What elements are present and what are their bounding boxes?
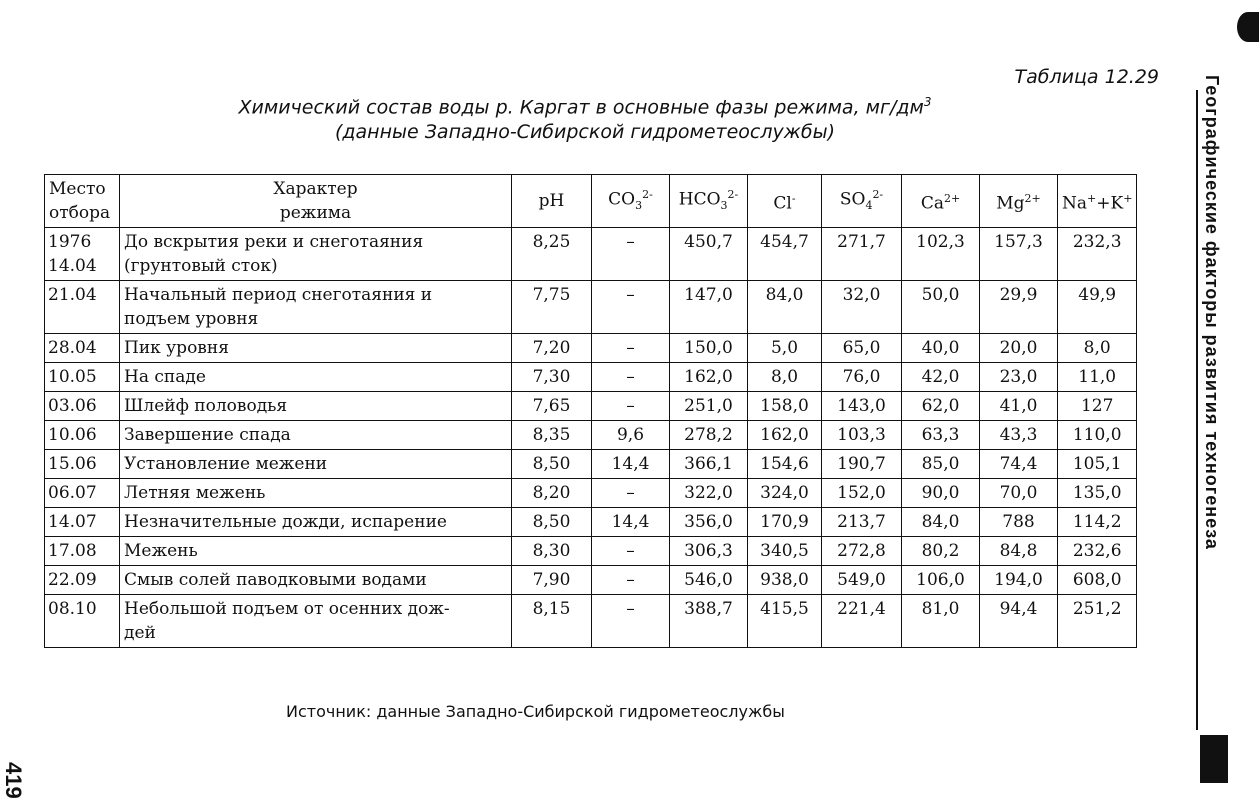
running-header: Географические факторы развития техногенеза (1202, 75, 1222, 550)
cell-nak: 8,0 (1058, 334, 1137, 363)
cell-ca: 42,0 (902, 363, 980, 392)
cell-ph: 7,65 (512, 392, 592, 421)
header-ca: $Ca^{2+}$ (902, 175, 980, 228)
cell-place: 17.08 (45, 537, 120, 566)
table-row (45, 363, 1137, 392)
chemical-composition-table (44, 174, 1137, 648)
table-row (45, 595, 1137, 648)
cell-hco3: 546,0 (670, 566, 748, 595)
cell-ca: 50,0 (902, 281, 980, 334)
cell-ph: 8,20 (512, 479, 592, 508)
header-place: Место отбора (45, 175, 120, 228)
cell-so4: 65,0 (822, 334, 902, 363)
cell-ph: 7,75 (512, 281, 592, 334)
cell-cl: 170,9 (748, 508, 822, 537)
cell-phase: Межень (120, 537, 512, 566)
cell-phase: До вскрытия реки и снеготаяния (грунтовый сток) (120, 228, 512, 281)
cell-co3: – (592, 281, 670, 334)
cell-co3: – (592, 392, 670, 421)
cell-place: 03.06 (45, 392, 120, 421)
header-mg: $Mg^{2+}$ (980, 175, 1058, 228)
title-superscript: 3 (923, 95, 932, 109)
cell-place: 08.10 (45, 595, 120, 648)
cell-cl: 8,0 (748, 363, 822, 392)
cell-cl: 5,0 (748, 334, 822, 363)
cell-place: 1976 14.04 (45, 228, 120, 281)
cell-phase: Смыв солей паводковыми водами (120, 566, 512, 595)
header-row (45, 175, 1137, 228)
page-number: 419 (1, 762, 26, 799)
cell-cl: 340,5 (748, 537, 822, 566)
table-caption: Таблица 12.29 (1014, 66, 1159, 88)
cell-ca: 85,0 (902, 450, 980, 479)
cell-nak: 135,0 (1058, 479, 1137, 508)
cell-ph: 8,25 (512, 228, 592, 281)
cell-mg: 157,3 (980, 228, 1058, 281)
cell-ca: 80,2 (902, 537, 980, 566)
cell-cl: 415,5 (748, 595, 822, 648)
cell-hco3: 366,1 (670, 450, 748, 479)
cell-ph: 8,15 (512, 595, 592, 648)
cell-hco3: 306,3 (670, 537, 748, 566)
cell-co3: – (592, 537, 670, 566)
cell-mg: 74,4 (980, 450, 1058, 479)
cell-nak: 232,6 (1058, 537, 1137, 566)
table-title (180, 90, 990, 145)
cell-phase: Установление межени (120, 450, 512, 479)
cell-nak: 49,9 (1058, 281, 1137, 334)
table-row (45, 228, 1137, 281)
cell-hco3: 356,0 (670, 508, 748, 537)
cell-nak: 608,0 (1058, 566, 1137, 595)
cell-ca: 102,3 (902, 228, 980, 281)
table-row (45, 508, 1137, 537)
cell-ph: 7,20 (512, 334, 592, 363)
table-row (45, 479, 1137, 508)
cell-ph: 8,35 (512, 421, 592, 450)
cell-hco3: 278,2 (670, 421, 748, 450)
cell-co3: – (592, 595, 670, 648)
table-row (45, 281, 1137, 334)
cell-mg: 194,0 (980, 566, 1058, 595)
cell-hco3: 251,0 (670, 392, 748, 421)
cell-phase: Летняя межень (120, 479, 512, 508)
corner-mark (1237, 12, 1259, 42)
cell-cl: 454,7 (748, 228, 822, 281)
cell-co3: – (592, 479, 670, 508)
cell-mg: 23,0 (980, 363, 1058, 392)
cell-mg: 94,4 (980, 595, 1058, 648)
cell-cl: 938,0 (748, 566, 822, 595)
side-tab-block (1200, 735, 1228, 783)
cell-phase: Шлейф половодья (120, 392, 512, 421)
header-so4: $SO_4^{2-}$ (822, 175, 902, 228)
cell-nak: 251,2 (1058, 595, 1137, 648)
header-phase: Характер режима (120, 175, 512, 228)
cell-phase: Начальный период снеготаяния и подъем уровня (120, 281, 512, 334)
cell-so4: 32,0 (822, 281, 902, 334)
cell-so4: 143,0 (822, 392, 902, 421)
cell-hco3: 150,0 (670, 334, 748, 363)
header-hco3: $HCO_3^{2-}$ (670, 175, 748, 228)
cell-mg: 43,3 (980, 421, 1058, 450)
cell-ca: 40,0 (902, 334, 980, 363)
table-row (45, 421, 1137, 450)
cell-mg: 29,9 (980, 281, 1058, 334)
cell-phase: Небольшой подъем от осенних дож- дей (120, 595, 512, 648)
cell-cl: 162,0 (748, 421, 822, 450)
cell-ca: 106,0 (902, 566, 980, 595)
cell-phase: Незначительные дожди, испарение (120, 508, 512, 537)
cell-hco3: 322,0 (670, 479, 748, 508)
cell-co3: 14,4 (592, 508, 670, 537)
cell-ph: 7,30 (512, 363, 592, 392)
cell-ph: 8,50 (512, 450, 592, 479)
header-na-k: Na++K+ (1058, 175, 1137, 228)
cell-co3: – (592, 334, 670, 363)
cell-ph: 7,90 (512, 566, 592, 595)
cell-co3: – (592, 566, 670, 595)
table-row (45, 537, 1137, 566)
cell-ca: 90,0 (902, 479, 980, 508)
cell-ph: 8,30 (512, 537, 592, 566)
cell-so4: 152,0 (822, 479, 902, 508)
cell-mg: 20,0 (980, 334, 1058, 363)
cell-so4: 271,7 (822, 228, 902, 281)
cell-place: 22.09 (45, 566, 120, 595)
cell-ca: 63,3 (902, 421, 980, 450)
cell-place: 06.07 (45, 479, 120, 508)
cell-ca: 62,0 (902, 392, 980, 421)
cell-place: 14.07 (45, 508, 120, 537)
cell-cl: 158,0 (748, 392, 822, 421)
cell-mg: 41,0 (980, 392, 1058, 421)
cell-so4: 103,3 (822, 421, 902, 450)
title-line-1: Химический состав воды р. Каргат в основные фазы режима, мг/дм (238, 96, 924, 119)
cell-phase: Завершение спада (120, 421, 512, 450)
cell-place: 10.05 (45, 363, 120, 392)
header-ph: pH (512, 175, 592, 228)
cell-co3: 9,6 (592, 421, 670, 450)
title-line-2: (данные Западно-Сибирской гидрометеослужбы) (334, 121, 835, 144)
cell-nak: 11,0 (1058, 363, 1137, 392)
cell-nak: 105,1 (1058, 450, 1137, 479)
cell-mg: 788 (980, 508, 1058, 537)
source-note: Источник: данные Западно-Сибирской гидрометеослужбы (286, 702, 785, 721)
cell-hco3: 388,7 (670, 595, 748, 648)
table-row (45, 566, 1137, 595)
cell-ph: 8,50 (512, 508, 592, 537)
cell-nak: 110,0 (1058, 421, 1137, 450)
cell-phase: На спаде (120, 363, 512, 392)
table-row (45, 334, 1137, 363)
cell-nak: 232,3 (1058, 228, 1137, 281)
cell-co3: 14,4 (592, 450, 670, 479)
cell-co3: – (592, 228, 670, 281)
cell-hco3: 450,7 (670, 228, 748, 281)
cell-hco3: 162,0 (670, 363, 748, 392)
cell-place: 15.06 (45, 450, 120, 479)
cell-hco3: 147,0 (670, 281, 748, 334)
cell-so4: 213,7 (822, 508, 902, 537)
cell-cl: 154,6 (748, 450, 822, 479)
cell-ca: 81,0 (902, 595, 980, 648)
cell-ca: 84,0 (902, 508, 980, 537)
cell-place: 10.06 (45, 421, 120, 450)
cell-so4: 76,0 (822, 363, 902, 392)
cell-nak: 114,2 (1058, 508, 1137, 537)
cell-so4: 221,4 (822, 595, 902, 648)
table-row (45, 450, 1137, 479)
cell-cl: 84,0 (748, 281, 822, 334)
cell-mg: 84,8 (980, 537, 1058, 566)
cell-nak: 127 (1058, 392, 1137, 421)
header-co3: $CO_3^{2-}$ (592, 175, 670, 228)
cell-place: 21.04 (45, 281, 120, 334)
cell-so4: 190,7 (822, 450, 902, 479)
cell-so4: 272,8 (822, 537, 902, 566)
cell-co3: – (592, 363, 670, 392)
cell-so4: 549,0 (822, 566, 902, 595)
cell-cl: 324,0 (748, 479, 822, 508)
cell-phase: Пик уровня (120, 334, 512, 363)
cell-mg: 70,0 (980, 479, 1058, 508)
cell-place: 28.04 (45, 334, 120, 363)
table-row (45, 392, 1137, 421)
header-cl: Cl- (748, 175, 822, 228)
side-rule (1196, 90, 1198, 730)
